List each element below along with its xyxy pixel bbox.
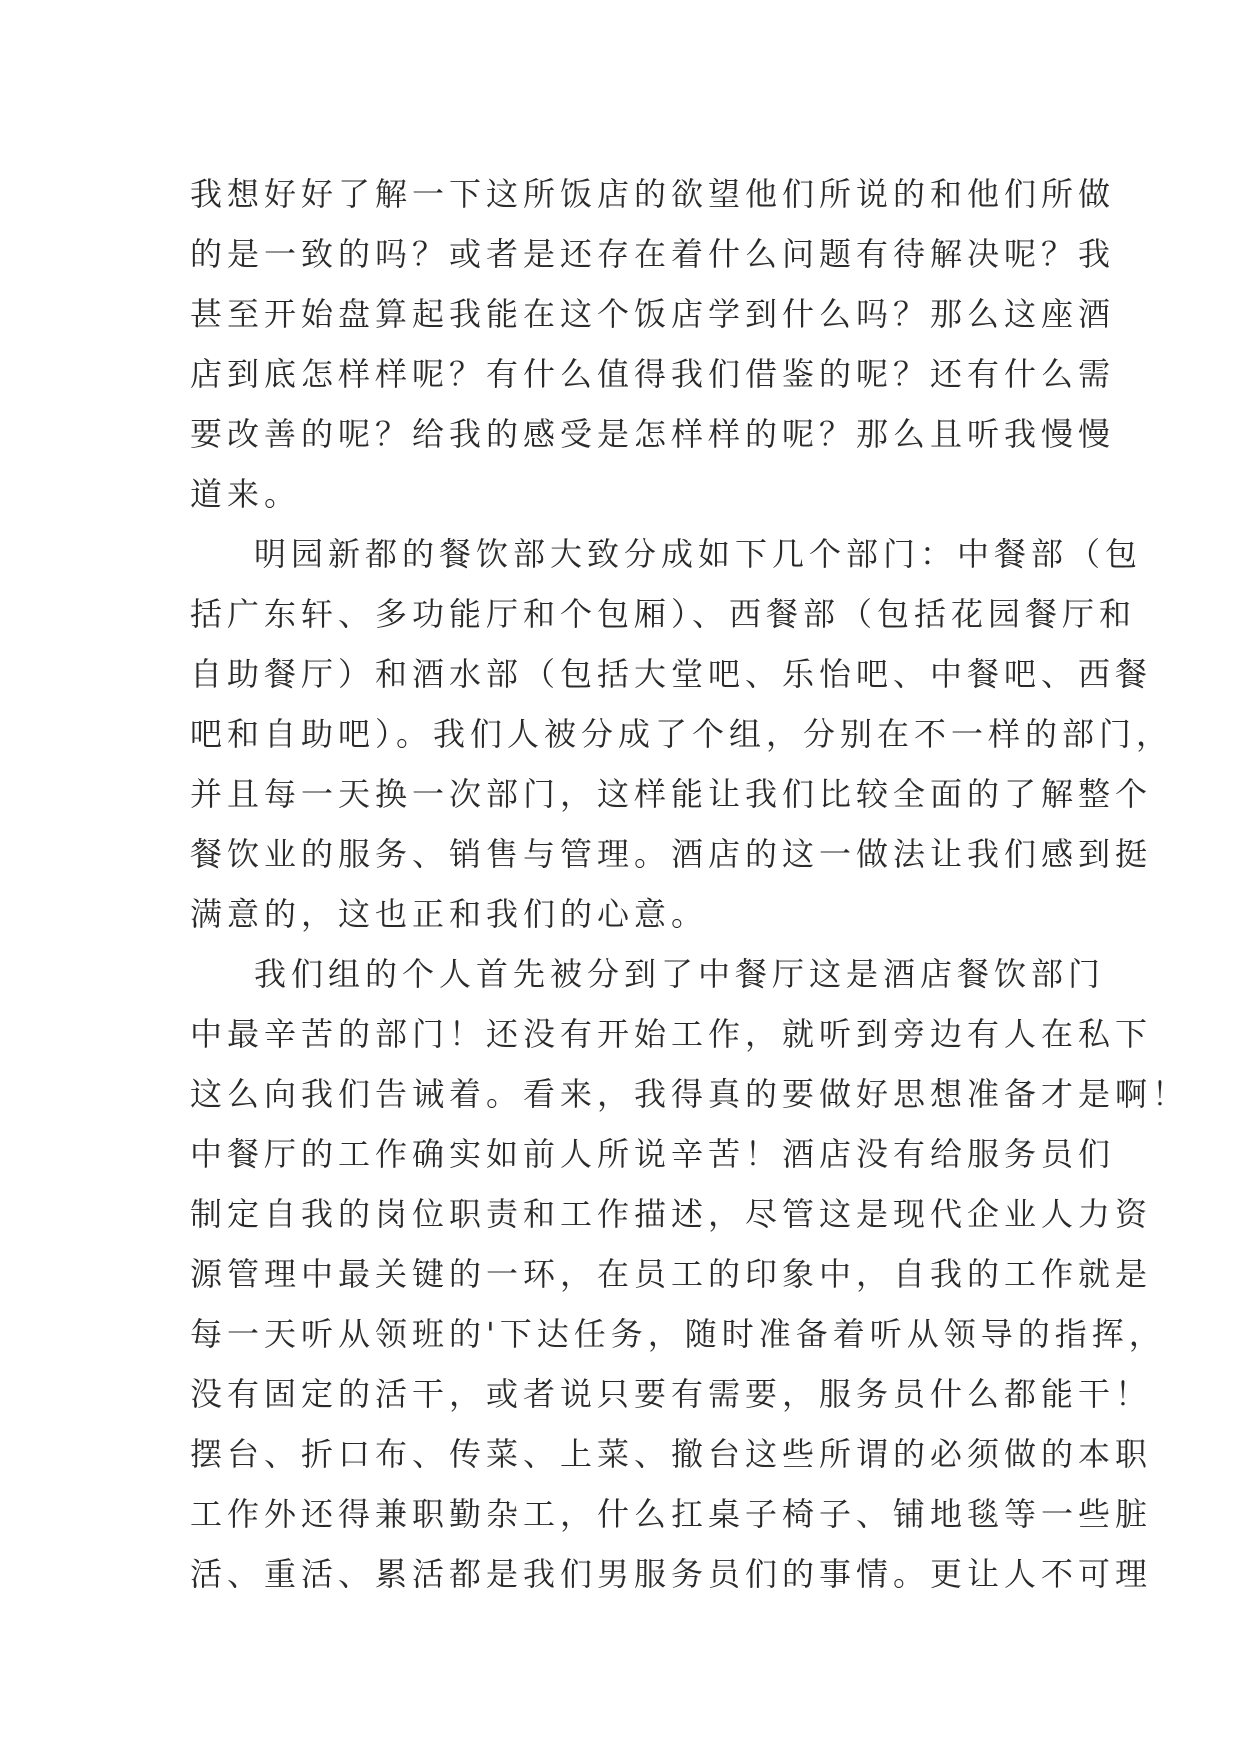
text-line: 并且每一天换一次部门，这样能让我们比较全面的了解整个 xyxy=(190,775,1153,813)
text-line: 我想好好了解一下这所饭店的欲望他们所说的和他们所做 xyxy=(190,175,1116,213)
text-line: 工作外还得兼职勤杂工，什么扛桌子椅子、铺地毯等一些脏 xyxy=(190,1495,1153,1533)
text-line: 中餐厅的工作确实如前人所说辛苦！酒店没有给服务员们 xyxy=(190,1135,1116,1173)
text-line: 餐饮业的服务、销售与管理。酒店的这一做法让我们感到挺 xyxy=(190,835,1153,873)
text-line: 源管理中最关键的一环，在员工的印象中，自我的工作就是 xyxy=(190,1255,1153,1293)
text-line: 满意的，这也正和我们的心意。 xyxy=(190,895,709,933)
text-line: 店到底怎样样呢？有什么值得我们借鉴的呢？还有什么需 xyxy=(190,355,1116,393)
text-line: 摆台、折口布、传菜、上菜、撤台这些所谓的必须做的本职 xyxy=(190,1435,1153,1473)
text-line: 制定自我的岗位职责和工作描述，尽管这是现代企业人力资 xyxy=(190,1195,1153,1233)
text-line: 没有固定的活干，或者说只要有需要，服务员什么都能干！ xyxy=(190,1375,1153,1413)
text-line: 括广东轩、多功能厅和个包厢）、西餐部（包括花园餐厅和 xyxy=(190,595,1137,633)
text-line: 道来。 xyxy=(190,475,302,513)
text-line: 的是一致的吗？或者是还存在着什么问题有待解决呢？我 xyxy=(190,235,1116,273)
text-line: 这么向我们告诫着。看来，我得真的要做好思想准备才是啊！ xyxy=(190,1075,1190,1113)
text-line: 明园新都的餐饮部大致分成如下几个部门：中餐部（包 xyxy=(254,535,1143,573)
text-line: 甚至开始盘算起我能在这个饭店学到什么吗？那么这座酒 xyxy=(190,295,1116,333)
text-line: 我们组的个人首先被分到了中餐厅这是酒店餐饮部门 xyxy=(254,955,1106,993)
text-line: 自助餐厅）和酒水部（包括大堂吧、乐怡吧、中餐吧、西餐 xyxy=(190,655,1153,693)
text-line: 要改善的呢？给我的感受是怎样样的呢？那么且听我慢慢 xyxy=(190,415,1116,453)
text-line: 吧和自助吧）。我们人被分成了个组，分别在不一样的部门， xyxy=(190,715,1174,753)
text-line: 活、重活、累活都是我们男服务员们的事情。更让人不可理 xyxy=(190,1555,1153,1593)
text-line: 中最辛苦的部门！还没有开始工作，就听到旁边有人在私下 xyxy=(190,1015,1153,1053)
text-line: 每一天听从领班的'下达任务，随时准备着听从领导的指挥， xyxy=(190,1315,1166,1353)
body-text xyxy=(190,164,1190,1604)
